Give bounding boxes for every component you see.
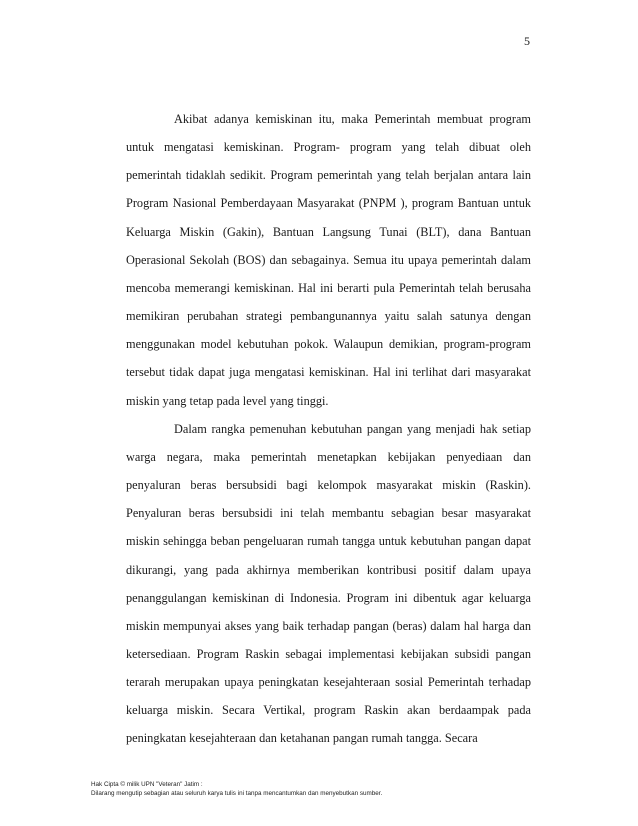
body-text [126, 105, 531, 753]
copyright-line: Hak Cipta © milik UPN "Veteran" Jatim : [91, 781, 203, 788]
paragraph-raskin: Dalam rangka pemenuhan kebutuhan pangan yang menjadi hak setiap warga negara, maka pemerintah menetapkan kebijakan penyediaan dan penyaluran beras bersubsidi bagi kelompok masyarakat miskin (Raskin). Penyaluran beras bersubsidi ini telah membantu sebagian besar masyarakat miskin sehingga beban pengeluaran rumah tangga untuk kebutuhan pangan dapat dikurangi, yang pada akhirnya memberikan kontribusi positif dalam upaya penanggulangan kemiskinan di Indonesia. Program ini dibentuk agar keluarga miskin mempunyai akses yang baik terhadap pangan (beras) dalam hal harga dan ketersediaan. Program Raskin sebagai implementasi kebijakan subsidi pangan terarah merupakan upaya peningkatan kesejahteraan sosial Pemerintah terhadap keluarga miskin. Secara Vertikal, program Raskin akan berdaampak pada peningkatan kesejahteraan dan ketahanan pangan rumah tangga. Secara [126, 421, 531, 746]
page-number: 5 [524, 34, 530, 48]
copyright-footer [91, 780, 511, 798]
paragraph-poverty-programs: Akibat adanya kemiskinan itu, maka Pemerintah membuat program untuk mengatasi kemiskinan. Program- program yang telah dibuat oleh pemerintah tidaklah sedikit. Program pemerintah yang telah berjalan antara lain Program Nasional Pemberdayaan Masyarakat (PNPM ), program Bantuan untuk Keluarga Miskin (Gakin), Bantuan Langsung Tunai (BLT), dana Bantuan Operasional Sekolah (BOS) dan sebagainya. Semua itu upaya pemerintah dalam mencoba memerangi kemiskinan. Hal ini berarti pula Pemerintah telah berusaha memikiran perubahan strategi pembangunannya yaitu salah satunya dengan menggunakan model kebutuhan pokok. Walaupun demikian, program-program tersebut tidak dapat juga mengatasi kemiskinan. Hal ini terlihat dari masyarakat miskin yang tetap pada level yang tinggi. [126, 112, 531, 408]
citation-notice-line: Dilarang mengutip sebagian atau seluruh karya tulis ini tanpa mencantumkan dan menyebutkan sumber. [91, 790, 383, 797]
